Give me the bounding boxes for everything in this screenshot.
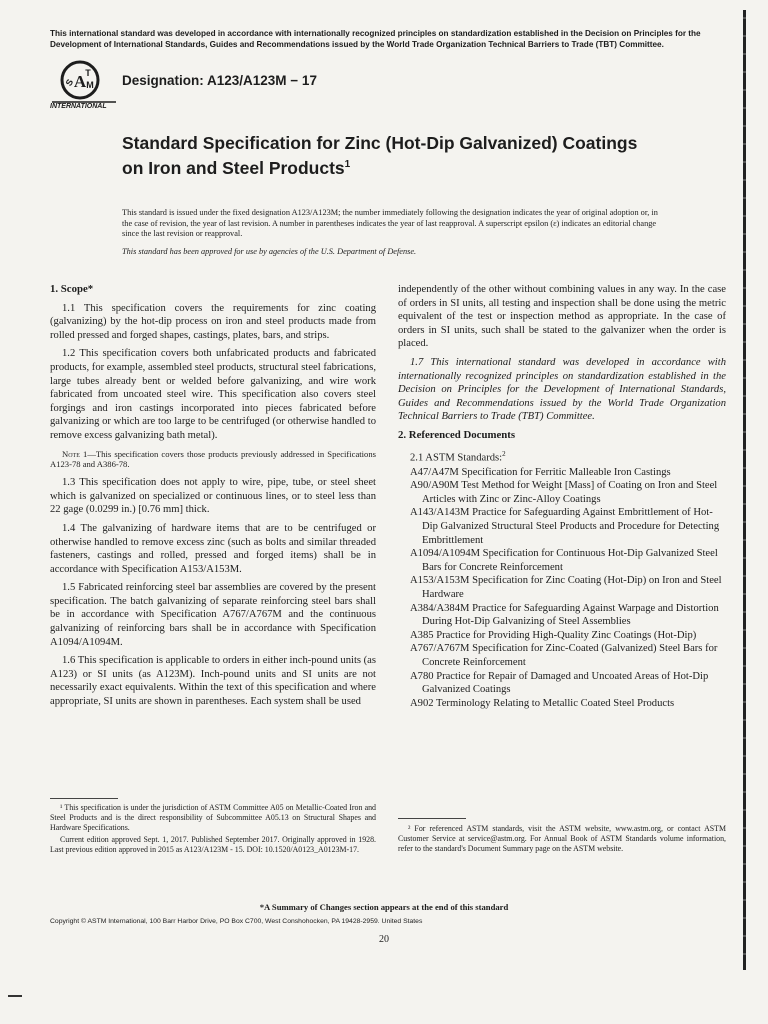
copyright-line: Copyright © ASTM International, 100 Barr Harbor Drive, PO Box C700, West Conshohocken, PA 19428-2959. United States (50, 918, 423, 925)
para-1-2: 1.2 This specification covers both unfabricated products and fabricated products, for example, assembled steel products, structural steel fabrications, large tubes already bent or welded before galvanizing, and wire work fabricated from uncoated steel wire. This specification also covers steel forgings and iron castings incorporated into pieces fabricated before galvanizing or which are too large to be centrifuged (or otherwise handled to remove excess galvanizing bath metal). (50, 348, 376, 441)
footnote-1 (50, 803, 376, 857)
para-1-1: 1.1 This specification covers the requirements for zinc coating (galvanizing) by the hot-dip process on iron and steel products made from rolled pressed and forged shapes, castings, plates, bars, and strips. (50, 302, 376, 341)
footnote-rule-left (50, 798, 118, 799)
para-1-7: 1.7 This international standard was developed in accordance with internationally recognized principles on standardization established in the Decision on Principles for the Development of International Standards, Guides and Recommendations issued by the World Trade Organization Technical Barriers to Trade (TBT) Committee. (398, 356, 726, 423)
list-item: A143/A143M Practice for Safeguarding Against Embrittlement of Hot-Dip Galvanized Structural Steel Products and Procedure for Detecting Embrittlement (410, 507, 720, 546)
note-1 (50, 449, 376, 471)
para-1-4: 1.4 The galvanizing of hardware items that are to be centrifuged or otherwise handled to remove excess zinc (such as bolts and similar threaded fasteners, castings and rolled, pressed and forged items) shall be in accordance with Specification A153/A153M. (50, 522, 376, 575)
svg-text:M: M (86, 80, 94, 90)
note-1-label: Note 1 (62, 448, 88, 459)
scan-edge (743, 10, 746, 970)
scope-heading: 1. Scope* (50, 283, 94, 295)
para-1-6: 1.6 This specification is applicable to orders in either inch-pound units (as A123) or SI units (as A123M). Inch-pound units and SI units are not necessarily exact equivalents. Within the text of this specification and where appropriate, SI units are shown in parentheses. Each system shall be used (50, 655, 377, 708)
astm-logo (50, 58, 120, 118)
list-item: A90/A90M Test Method for Weight [Mass] of Coating on Iron and Steel Articles with Zinc or Zinc-Alloy Coatings (410, 480, 718, 505)
svg-text:T: T (85, 68, 91, 78)
para-1-6-cont: independently of the other without combining values in any way. In the case of orders in SI units, all testing and inspection shall be done using the metric equivalent of the test or inspection method as appropriate. In the case of orders in SI units, such shall be stated to the galvanizer when the order is placed. (398, 284, 726, 350)
svg-text:A: A (73, 72, 87, 91)
page-number: 20 (379, 934, 389, 945)
summary-of-changes-note: *A Summary of Changes section appears at the end of this standard (259, 902, 509, 912)
para-1-5: 1.5 Fabricated reinforcing steel bar assemblies are covered by the present specification. The batch galvanizing of separate reinforcing steel bars shall be in accordance with Specification A767/A767M and the continuous galvanizing of reinforcing bars shall be in accordance with Specification A1094/A1094M. (50, 582, 376, 648)
list-item: A47/A47M Specification for Ferritic Malleable Iron Castings (410, 466, 671, 478)
scan-mark (8, 995, 22, 997)
note-1-text: —This specification covers those products previously addressed in Specifications A123-78 and A386-78. (50, 448, 376, 470)
header-note: This international standard was developed in accordance with internationally recognized principles on standardization established in the Decision on Principles for the Development of International Standards, Guides and Recommendations issued by the World Trade Organization Technical Barriers to Trade (TBT) Committee. (50, 29, 701, 49)
approval-note: This standard has been approved for use by agencies of the U.S. Department of Defense. (122, 247, 417, 256)
logo-text: INTERNATIONAL (50, 103, 107, 110)
list-item: A385 Practice for Providing High-Quality Zinc Coatings (Hot-Dip) (410, 629, 697, 641)
footnote-1-jurisdiction: ¹ This specification is under the jurisdiction of ASTM Committee A05 on Metallic-Coated Iron and Steel Products and is the direct responsibility of Subcommittee A05.13 on Structural Shapes and Hardware Specifications. (50, 803, 376, 832)
list-item: A153/A153M Specification for Zinc Coating (Hot-Dip) on Iron and Steel Hardware (410, 575, 722, 600)
left-column (50, 280, 376, 714)
title-footnote-ref: 1 (344, 159, 351, 170)
right-column (398, 283, 726, 710)
refs-heading: 2. Referenced Documents (398, 428, 516, 441)
list-item: A1094/A1094M Specification for Continuous Hot-Dip Galvanized Steel Bars for Concrete Reinforcement (410, 548, 718, 573)
list-item: A902 Terminology Relating to Metallic Coated Steel Products (410, 697, 675, 709)
footnote-2 (398, 824, 726, 856)
list-item: A780 Practice for Repair of Damaged and Uncoated Areas of Hot-Dip Galvanized Coatings (410, 670, 709, 696)
footnote-2-text: ² For referenced ASTM standards, visit the ASTM website, www.astm.org, or contact ASTM Customer Service at service@astm.org. For Annual Book of ASTM Standards volume information, refer to the standard's Document Summary page on the ASTM website. (398, 824, 726, 853)
list-item: A767/A767M Specification for Zinc-Coated (Galvanized) Steel Bars for Concrete Reinforcement (410, 643, 718, 668)
list-item: A384/A384M Practice for Safeguarding Against Warpage and Distortion During Hot-Dip Galvanizing of Steel Assemblies (410, 602, 719, 628)
title-text: Standard Specification for Zinc (Hot-Dip Galvanized) Coatings on Iron and Steel Products (122, 133, 638, 178)
astm-standards-subheading: 2.1 ASTM Standards:$^2$ (410, 449, 506, 464)
para-1-3: 1.3 This specification does not apply to wire, pipe, tube, or steel sheet which is galvanized on specialized or continuous lines, or to steel less than 22 gage (0.0299 in.) [0.76 mm] thick. (50, 477, 376, 516)
designation: Designation: A123/A123M − 17 (122, 73, 317, 88)
footnote-rule-right (398, 818, 466, 819)
reference-list (398, 466, 726, 711)
footnote-1-edition: Current edition approved Sept. 1, 2017. Published September 2017. Originally approved in 1928. Last previous edition approved in 2015 as A123/A123M - 15. DOI: 10.1520/A0123_A0123M-17. (50, 835, 376, 854)
document-title (122, 133, 642, 179)
svg-text:S: S (63, 77, 76, 88)
issue-note: This standard is issued under the fixed designation A123/A123M; the number immediately following the designation indicates the year of original adoption or, in the case of revision, the year of last revision. A number in parentheses indicates the year of last reapproval. A superscript epsilon (ε) indicates an editorial change since the last revision or reapproval. (122, 208, 658, 239)
